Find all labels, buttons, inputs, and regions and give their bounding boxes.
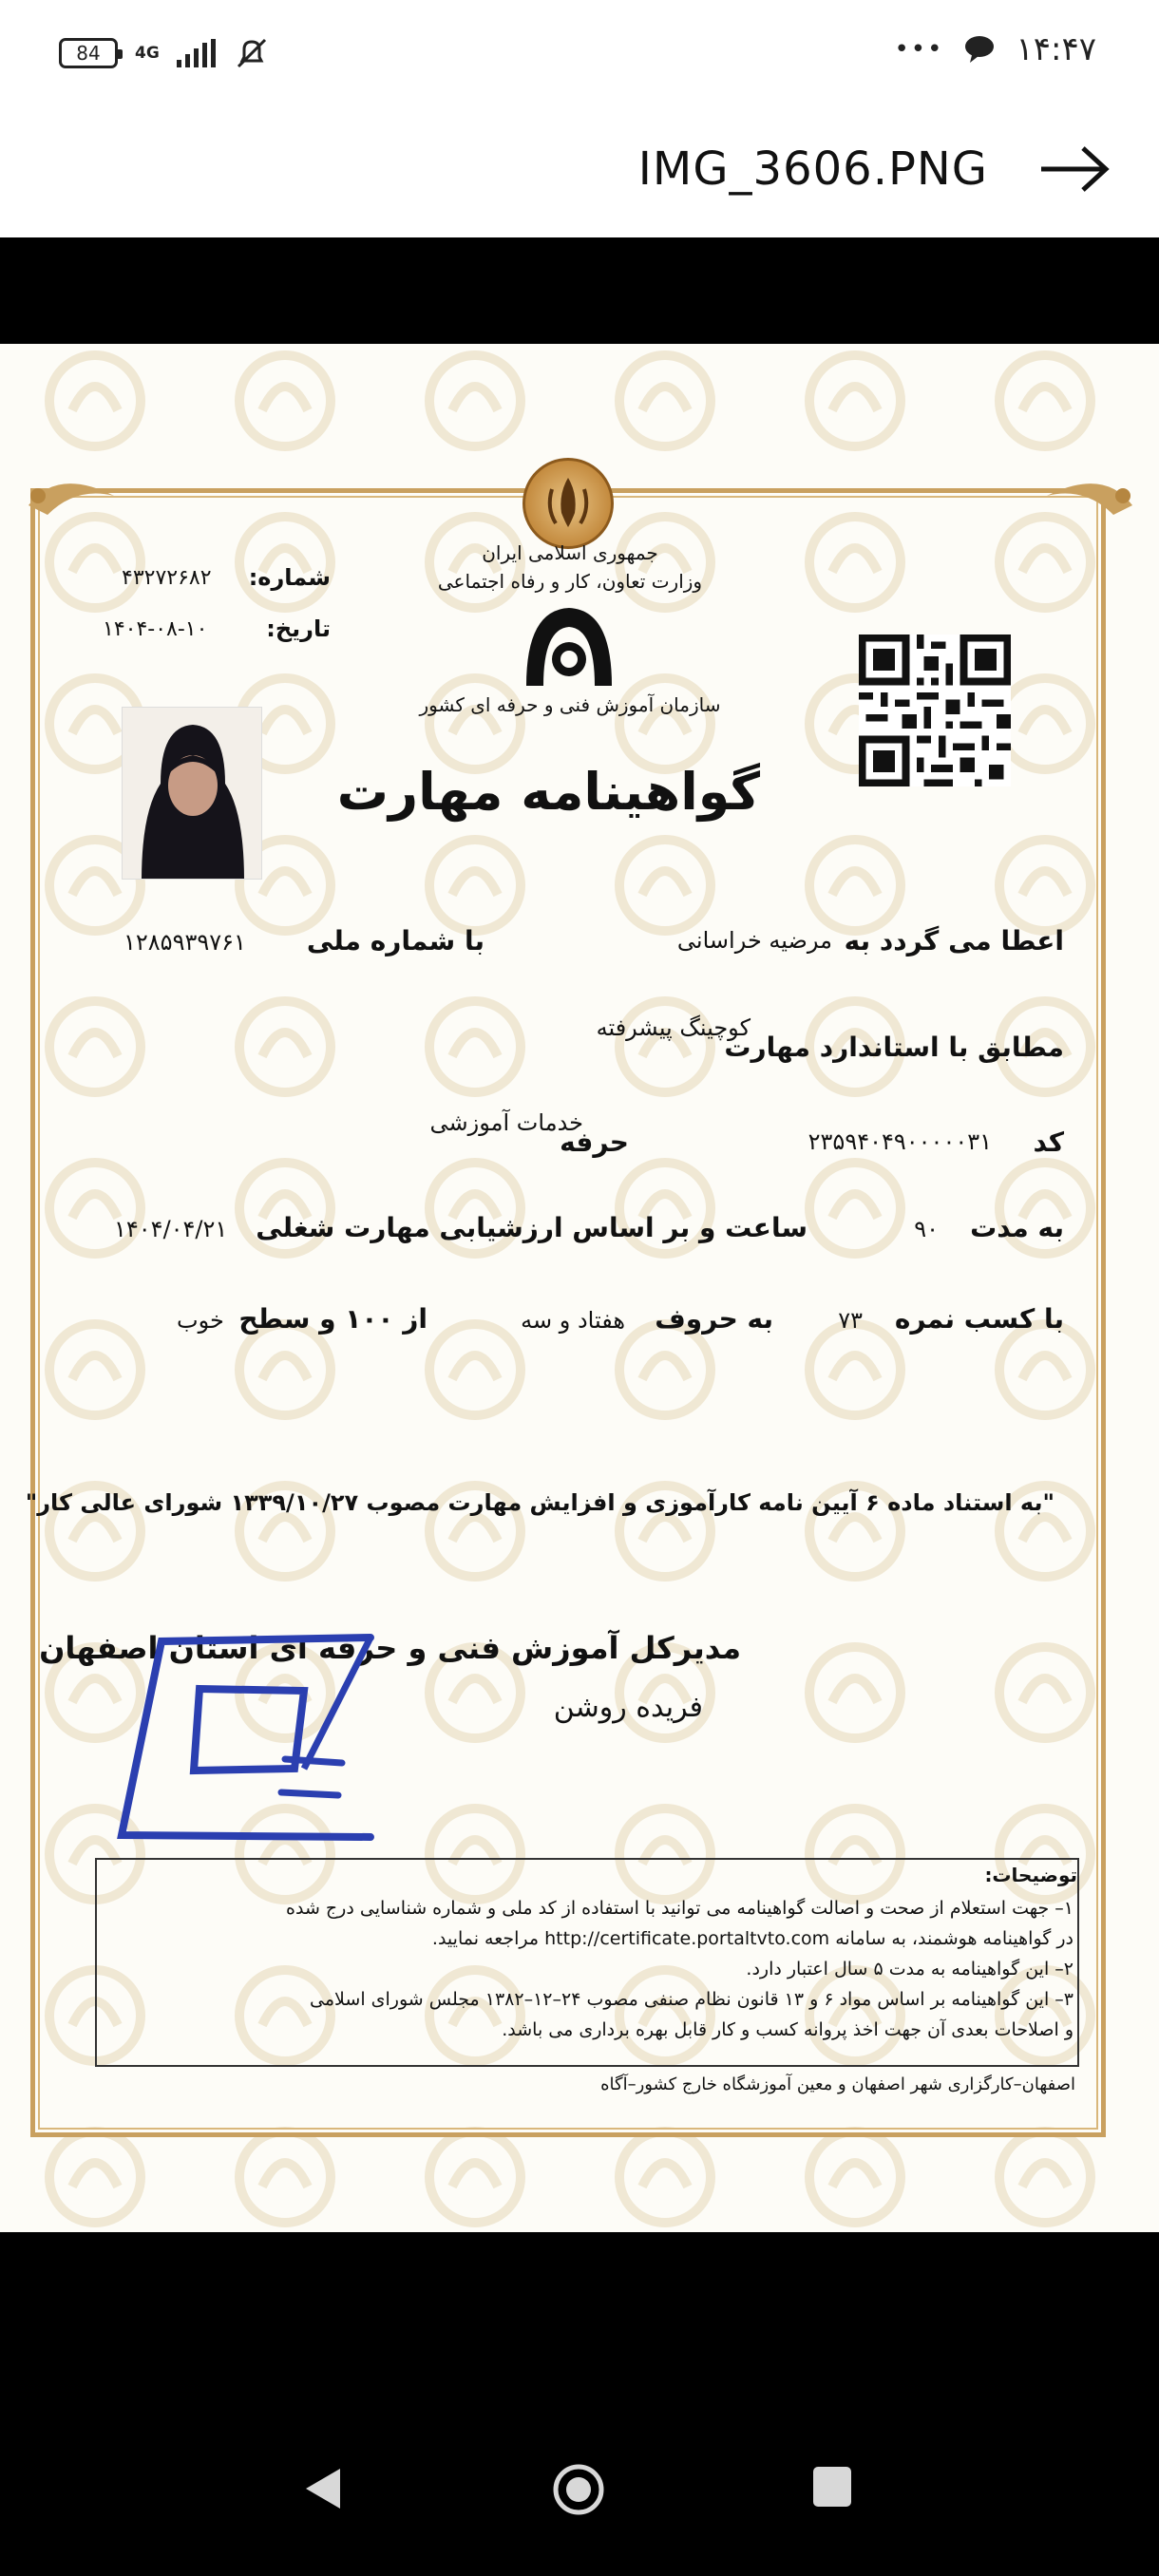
signature-stroke	[104, 1617, 390, 1864]
mute-icon	[233, 34, 271, 72]
date-value: ۱۴۰۴-۰۸-۱۰	[103, 617, 208, 641]
note-1-line-1: ۱– جهت استعلام از صحت و اصالت گواهینامه می توانید با استفاده از کد ملی و شماره شناسایی درج شده	[286, 1898, 1074, 1919]
national-id-value: ۱۲۸۵۹۳۹۷۶۱	[124, 929, 246, 956]
holder-photo	[122, 707, 262, 880]
certificate-image	[0, 344, 1159, 2232]
system-nav-bar	[0, 2232, 1159, 2576]
signal-icon	[177, 39, 216, 67]
standard-label: مطابق با استاندارد مهارت	[724, 1032, 1064, 1063]
chat-icon	[962, 32, 997, 66]
trade-value: خدمات آموزشی	[429, 1109, 583, 1136]
tvto-logo-icon	[517, 600, 621, 691]
note-2: ۲– این گواهینامه به مدت ۵ سال اعتبار دارد.	[746, 1959, 1074, 1979]
standard-value: کوچینگ پیشرفته	[596, 1014, 750, 1041]
file-title: IMG_3606.PNG	[637, 142, 988, 196]
note-1-line-2: در گواهینامه هوشمند، به سامانه http://certificate.portaltvto.com مراجعه نمایید.	[431, 1928, 1074, 1949]
holder-name: مرضیه خراسانی	[676, 927, 832, 954]
duration-label: به مدت	[970, 1212, 1064, 1243]
nav-back-icon[interactable]	[302, 2465, 344, 2512]
notes-title: توضیحات:	[984, 1864, 1077, 1886]
director-title: مدیرکل آموزش فنی و حرفه ای استان اصفهان	[39, 1630, 741, 1666]
qr-code	[859, 635, 1011, 786]
ornament-left-icon	[19, 467, 124, 534]
status-bar	[0, 0, 1159, 104]
footer-text: اصفهان–کارگزاری شهر اصفهان و معین آموزشگاه خارج کشور–آگاه	[600, 2074, 1075, 2094]
nav-recents-icon[interactable]	[811, 2465, 853, 2509]
score-label: با کسب نمره	[894, 1303, 1064, 1335]
code-label: کد	[1033, 1127, 1064, 1158]
in-words-label: به حروف	[655, 1303, 773, 1335]
number-label: شماره:	[248, 564, 331, 591]
battery-level: 84	[76, 42, 101, 65]
out-of-text: از ۱۰۰ و سطح	[238, 1303, 428, 1335]
assessment-text: ساعت و بر اساس ارزشیابی مهارت شغلی	[256, 1212, 808, 1243]
organization-name: سازمان آموزش فنی و حرفه ای کشور	[419, 693, 721, 716]
director-name: فریده روشن	[553, 1691, 703, 1724]
network-type: 4G	[135, 44, 160, 63]
nav-home-icon[interactable]	[551, 2462, 606, 2517]
duration-value: ۹۰	[914, 1216, 939, 1242]
regulation-text: "به استناد ماده ۶ آیین نامه کارآموزی و افزایش مهارت مصوب ۱۳۳۹/۱۰/۲۷ شورای عالی کار"	[25, 1489, 1054, 1516]
in-words-value: هفتاد و سه	[521, 1307, 625, 1334]
country-name: جمهوری اسلامی ایران	[482, 541, 658, 564]
granted-to-label: اعطا می گردد به	[844, 925, 1064, 957]
code-value: ۲۳۵۹۴۰۴۹۰۰۰۰۰۳۱	[808, 1128, 992, 1155]
ornament-right-icon	[1037, 467, 1142, 534]
battery-icon	[59, 38, 118, 68]
score-value: ۷۳	[838, 1307, 863, 1334]
iran-emblem-icon	[522, 458, 614, 549]
national-id-label: با شماره ملی	[306, 925, 484, 957]
number-value: ۴۳۲۷۲۶۸۲	[122, 566, 212, 590]
back-arrow-icon[interactable]	[1036, 141, 1112, 198]
status-dots: •••	[894, 35, 944, 64]
note-3-line-2: و اصلاحات بعدی آن جهت اخذ پروانه کسب و کار قابل بهره برداری می باشد.	[502, 2019, 1074, 2040]
status-time: ۱۴:۴۷	[1016, 30, 1096, 68]
certificate-title: گواهینامه مهارت	[336, 762, 760, 822]
ministry-name: وزارت تعاون، کار و رفاه اجتماعی	[437, 570, 703, 593]
date-label: تاریخ:	[266, 616, 331, 642]
trade-label: حرفه	[560, 1127, 629, 1158]
level-value: خوب	[177, 1307, 224, 1334]
viewer-header	[0, 104, 1159, 237]
note-3-line-1: ۳– این گواهینامه بر اساس مواد ۶ و ۱۳ قانون نظام صنفی مصوب ۲۴–۱۲–۱۳۸۲ مجلس شورای اسلامی	[310, 1989, 1074, 2010]
assessment-date: ۱۴۰۴/۰۴/۲۱	[114, 1216, 228, 1242]
